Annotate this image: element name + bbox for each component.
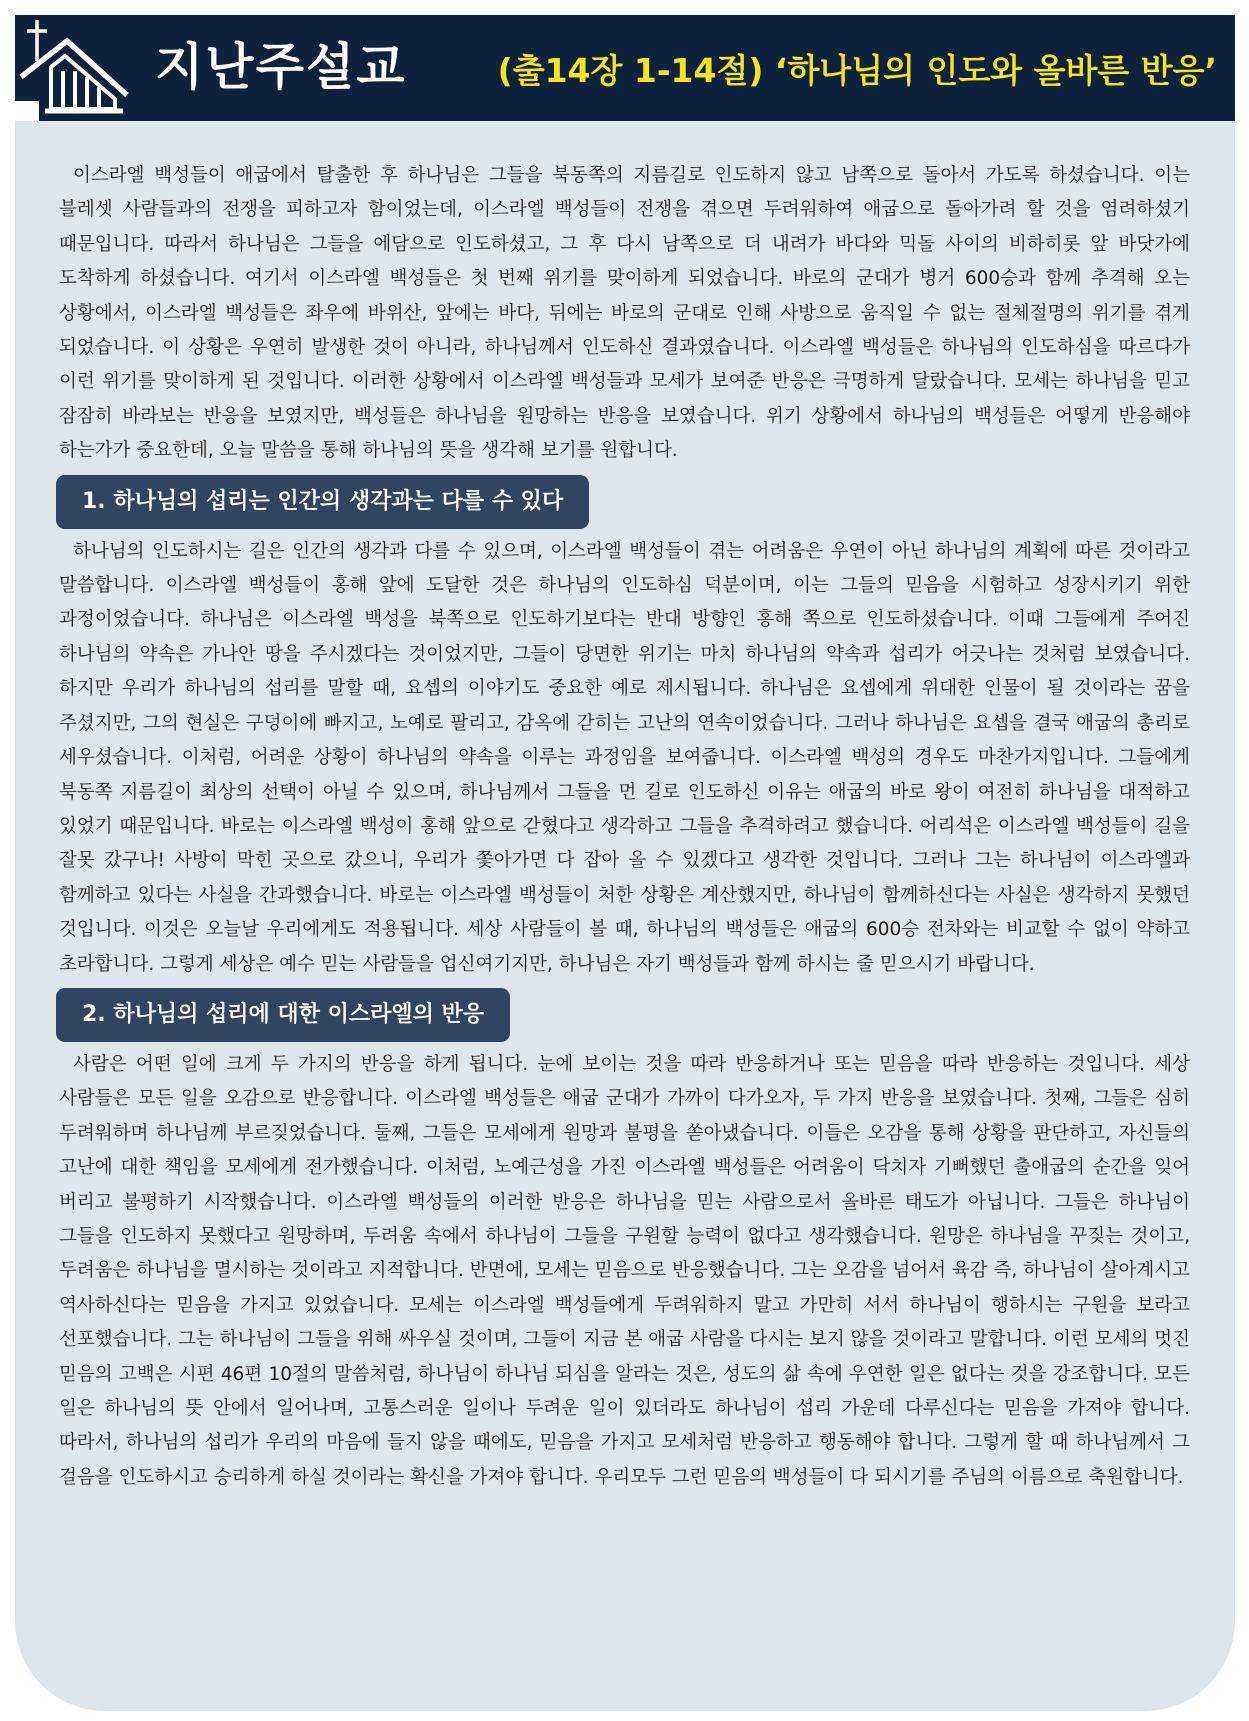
header-title: 지난주설교 xyxy=(155,38,407,96)
section-1-body: 하나님의 인도하시는 길은 인간의 생각과 다를 수 있으며, 이스라엘 백성들이 겪는 어려움은 우연이 아닌 하나님의 계획에 따른 것이라고 말씀합니다. 이스라엘 백성들이 홍해 앞에 도달한 것은 하나님의 인도하심 덕분이며, 이는 그들의 믿음을 시험하고 성장시키기 위한 과정이었습니다. 하나님은 이스라엘 백성을 북쪽으로 인도하기보다는 반대 방향인 홍해 쪽으로 인도하셨습니다. 이때 그들에게 주어진 하나님의 약속은 가나안 땅을 주시겠다는 것이었지만, 그들이 당면한 위기는 마치 하나님의 약속과 섭리가 어긋나는 것처럼 보였습니다. 하지만 우리가 하나님의 섭리를 말할 때, 요셉의 이야기도 중요한 예로 제시됩니다. 하나님은 요셉에게 위대한 인물이 될 것이라는 꿈을 주셨지만, 그의 현실은 구덩이에 빠지고, 노예로 팔리고, 감옥에 갇히는 고난의 연속이었습니다. 그러나 하나님은 요셉을 결국 애굽의 총리로 세우셨습니다. 이처럼, 어려운 상황이 하나님의 약속을 이루는 과정임을 보여줍니다. 이스라엘 백성의 경우도 마찬가지입니다. 그들에게 북동쪽 지름길이 최상의 선택이 아닐 수 있으며, 하나님께서 그들을 먼 길로 인도하신 이유는 애굽의 바로 왕이 여전히 하나님을 대적하고 있었기 때문입니다. 바로는 이스라엘 백성이 홍해 앞으로 갇혔다고 생각하고 그들을 추격하려고 했습니다. 어리석은 이스라엘 백성들이 길을 잘못 갔구나! 사방이 막힌 곳으로 갔으니, 우리가 쫓아가면 다 잡아 올 수 있겠다고 생각한 것입니다. 그러나 그는 하나님이 이스라엘과 함께하고 있다는 사실을 간과했습니다. 바로는 이스라엘 백성들이 처한 상황은 계산했지만, 하나님이 함께하신다는 사실은 생각하지 못했던 것입니다. 이것은 오늘날 우리에게도 적용됩니다. 세상 사람들이 볼 때, 하나님의 백성들은 애굽의 600승 전차와는 비교할 수 없이 약하고 초라합니다. 그렇게 세상은 예수 믿는 사람들을 업신여기지만, 하나님은 자기 백성들과 함께 하시는 줄 믿으시기 바랍니다. xyxy=(59,540,1190,975)
header-banner xyxy=(15,15,1235,121)
intro-paragraph: 이스라엘 백성들이 애굽에서 탈출한 후 하나님은 그들을 북동쪽의 지름길로 인도하지 않고 남쪽으로 돌아서 가도록 하셨습니다. 이는 블레셋 사람들과의 전쟁을 피하고자 함이었는데, 이스라엘 백성들이 전쟁을 겪으면 두려워하여 애굽으로 돌아가려 할 것을 염려하셨기 때문입니다. 따라서 하나님은 그들을 에담으로 인도하셨고, 그 후 다시 남쪽으로 더 내려가 바다와 믹돌 사이의 비하히롯 앞 바닷가에 도착하게 하셨습니다. 여기서 이스라엘 백성들은 첫 번째 위기를 맞이하게 되었습니다. 바로의 군대가 병거 600승과 함께 추격해 오는 상황에서, 이스라엘 백성들은 좌우에 바위산, 앞에는 바다, 뒤에는 바로의 군대로 인해 사방으로 움직일 수 없는 절체절명의 위기를 겪게 되었습니다. 이 상황은 우연히 발생한 것이 아니라, 하나님께서 인도하신 결과였습니다. 이스라엘 백성들은 하나님의 인도하심을 따르다가 이런 위기를 맞이하게 된 것입니다. 이러한 상황에서 이스라엘 백성들과 모세가 보여준 반응은 극명하게 달랐습니다. 모세는 하나님을 믿고 잠잠히 바라보는 반응을 보였지만, 백성들은 하나님을 원망하는 반응을 보였습니다. 위기 상황에서 하나님의 백성들은 어떻게 반응해야 하는가가 중요한데, 오늘 말씀을 통해 하나님의 뜻을 생각해 보기를 원합니다. xyxy=(59,165,1190,462)
sermon-reference-title: (출14장 1-14절) ‘하나님의 인도와 올바른 반응’ xyxy=(497,51,1217,90)
sermon-body xyxy=(15,121,1235,1711)
section-1-title: 1. 하나님의 섭리는 인간의 생각과는 다를 수 있다 xyxy=(56,475,589,529)
section-2-title: 2. 하나님의 섭리에 대한 이스라엘의 반응 xyxy=(56,988,510,1042)
section-2-body: 사람은 어떤 일에 크게 두 가지의 반응을 하게 됩니다. 눈에 보이는 것을 따라 반응하거나 또는 믿음을 따라 반응하는 것입니다. 세상 사람들은 모든 일을 오감으로 반응합니다. 이스라엘 백성들은 애굽 군대가 가까이 다가오자, 두 가지 반응을 보였습니다. 첫째, 그들은 심히 두려워하며 하나님께 부르짖었습니다. 둘째, 그들은 모세에게 원망과 불평을 쏟아냈습니다. 이들은 오감을 통해 상황을 판단하고, 자신들의 고난에 대한 책임을 모세에게 전가했습니다. 이처럼, 노예근성을 가진 이스라엘 백성들은 어려움이 닥치자 기뻐했던 출애굽의 순간을 잊어 버리고 불평하기 시작했습니다. 이스라엘 백성들의 이러한 반응은 하나님을 믿는 사람으로서 올바른 태도가 아닙니다. 그들은 하나님이 그들을 인도하지 못했다고 원망하며, 두려움 속에서 하나님이 그들을 구원할 능력이 없다고 생각했습니다. 원망은 하나님을 꾸짖는 것이고, 두려움은 하나님을 멸시하는 것이라고 지적합니다. 반면에, 모세는 믿음으로 반응했습니다. 그는 오감을 넘어서 육감 즉, 하나님이 살아계시고 역사하신다는 믿음을 가지고 있었습니다. 모세는 이스라엘 백성들에게 두려워하지 말고 가만히 서서 하나님이 행하시는 구원을 보라고 선포했습니다. 그는 하나님이 그들을 위해 싸우실 것이며, 그들이 지금 본 애굽 사람을 다시는 보지 않을 것이라고 말합니다. 이런 모세의 멋진 믿음의 고백은 시편 46편 10절의 말씀처럼, 하나님이 하나님 되심을 알라는 것은, 성도의 삶 속에 우연한 일은 없다는 것을 강조합니다. 모든 일은 하나님의 뜻 안에서 일어나며, 고통스러운 일이나 두려운 일이 있더라도 하나님이 섭리 가운데 다루신다는 믿음을 가져야 합니다. 따라서, 하나님의 섭리가 우리의 마음에 들지 않을 때에도, 믿음을 가지고 모세처럼 반응하고 행동해야 합니다. 그렇게 할 때 하나님께서 그 걸음을 인도하시고 승리하게 하실 것이라는 확신을 가져야 합니다. 우리모두 그런 믿음의 백성들이 다 되시기를 주님의 이름으로 축원합니다. xyxy=(59,1053,1190,1488)
church-building-icon xyxy=(15,15,145,121)
